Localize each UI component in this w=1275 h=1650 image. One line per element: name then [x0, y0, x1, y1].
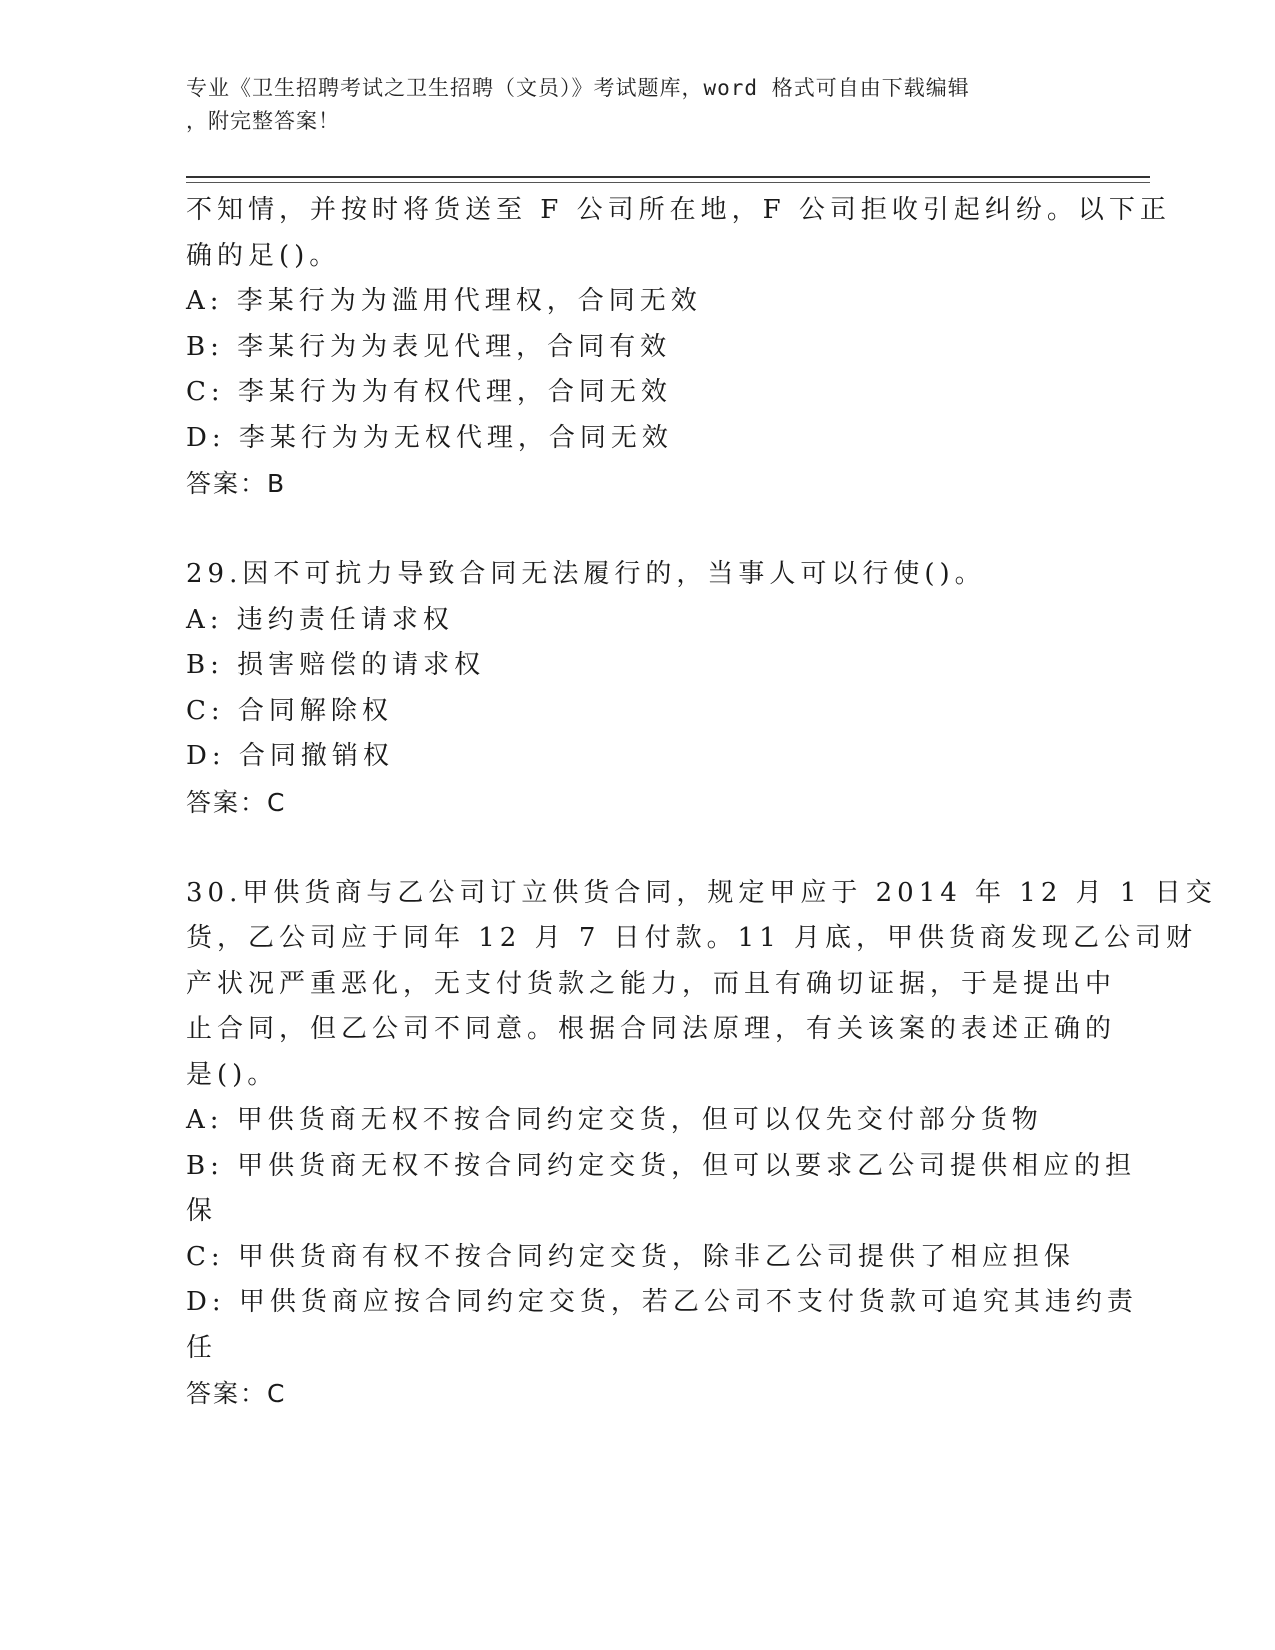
option-b-continued: 保 — [186, 1196, 218, 1226]
option-c: C: 合同解除权 — [186, 695, 393, 726]
answer-line: 答案：C — [186, 787, 287, 817]
question-stem-line: 不知情，并按时将货送至 F 公司所在地，F 公司拒收引起纠纷。以下正 — [186, 195, 1171, 225]
header-title-line-1: 专业《卫生招聘考试之卫生招聘（文员）》考试题库，word 格式可自由下载编辑 — [186, 76, 970, 100]
question-content — [186, 188, 1217, 1417]
option-a: A: 甲供货商无权不按合同约定交货，但可以仅先交付部分货物 — [186, 1105, 1043, 1135]
header-title-line-2: ，附完整答案！ — [186, 109, 340, 133]
option-d: D: 李某行为为无权代理，合同无效 — [186, 422, 673, 453]
option-c: C: 甲供货商有权不按合同约定交货，除非乙公司提供了相应担保 — [186, 1241, 1075, 1272]
header-divider — [186, 176, 1150, 178]
question-stem-line: 止合同，但乙公司不同意。根据合同法原理，有关该案的表述正确的 — [186, 1014, 1117, 1044]
question-28 — [186, 188, 1171, 507]
option-b: B: 损害赔偿的请求权 — [186, 650, 486, 680]
question-30 — [186, 871, 1217, 1417]
question-stem-line: 货，乙公司应于同年 12 月 7 日付款。11 月底，甲供货商发现乙公司财 — [186, 923, 1198, 953]
question-stem-line: 30.甲供货商与乙公司订立供货合同，规定甲应于 2014 年 12 月 1 日交 — [186, 877, 1217, 908]
option-a: A: 李某行为为滥用代理权，合同无效 — [186, 286, 702, 316]
spacer — [186, 825, 1086, 871]
option-d-continued: 任 — [186, 1332, 218, 1363]
question-stem-line: 产状况严重恶化，无支付货款之能力，而且有确切证据，于是提出中 — [186, 968, 1117, 999]
option-b: B: 李某行为为表见代理，合同有效 — [186, 331, 672, 362]
option-b: B: 甲供货商无权不按合同约定交货，但可以要求乙公司提供相应的担 — [186, 1150, 1137, 1181]
question-stem-line: 是()。 — [186, 1059, 279, 1090]
header-divider-thin — [186, 182, 1150, 183]
option-d: D: 合同撤销权 — [186, 741, 394, 771]
option-c: C: 李某行为为有权代理，合同无效 — [186, 377, 672, 407]
document-header — [186, 72, 1066, 138]
question-29 — [186, 552, 1086, 825]
option-a: A: 违约责任请求权 — [186, 604, 454, 635]
spacer — [186, 507, 1086, 553]
question-stem-line: 29.因不可抗力导致合同无法履行的，当事人可以行使()。 — [186, 559, 986, 589]
option-d: D: 甲供货商应按合同约定交货，若乙公司不支付货款可追究其违约责 — [186, 1287, 1138, 1317]
question-stem-line: 确的足()。 — [186, 240, 341, 271]
answer-line: 答案：C — [186, 1379, 287, 1408]
answer-line: 答案：B — [186, 469, 287, 498]
